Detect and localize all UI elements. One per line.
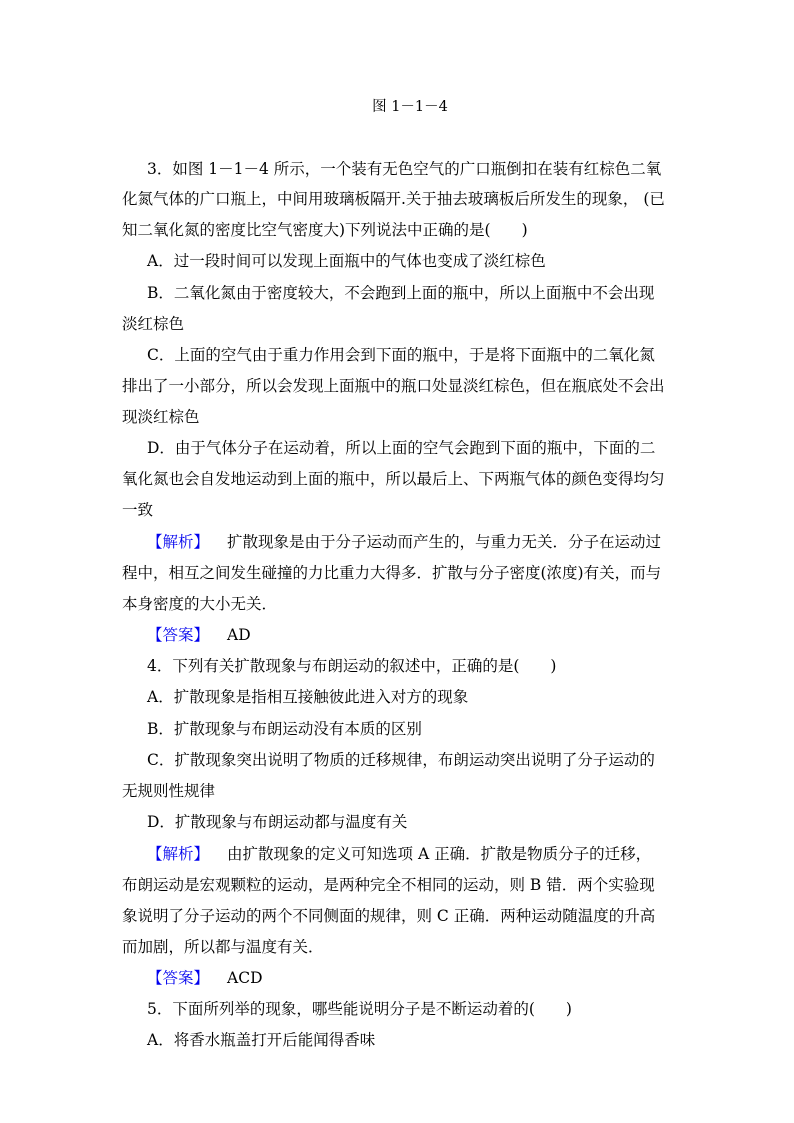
q3-stem-line-2: 化氮气体的广口瓶上，中间用玻璃板隔开.关于抽去玻璃板后所发生的现象， (已 xyxy=(122,190,665,208)
q3-option-c-line-1: C．上面的空气由于重力作用会到下面的瓶中，于是将下面瓶中的二氧化氮 xyxy=(147,346,655,364)
q3-option-a: A．过一段时间可以发现上面瓶中的气体也变成了淡红棕色 xyxy=(147,252,546,270)
q3-stem-line-1: 3．如图 1－1－4 所示，一个装有无色空气的广口瓶倒扣在装有红棕色二氧 xyxy=(147,160,662,178)
q3-option-b-line-2: 淡红棕色 xyxy=(122,315,185,333)
q4-option-c-line-2: 无规则性规律 xyxy=(122,782,216,800)
q4-answer-line xyxy=(0,964,794,992)
q3-analysis-line-3: 本身密度的大小无关． xyxy=(122,595,278,613)
q4-option-d: D．扩散现象与布朗运动都与温度有关 xyxy=(147,813,408,831)
q3-analysis-line-1 xyxy=(0,528,794,556)
q4-option-b: B．扩散现象与布朗运动没有本质的区别 xyxy=(147,720,422,738)
q4-analysis-line-4: 而加剧，所以都与温度有关． xyxy=(122,938,324,956)
q4-analysis-line-1 xyxy=(0,840,794,868)
q4-stem: 4．下列有关扩散现象与布朗运动的叙述中，正确的是( ) xyxy=(147,657,557,675)
q3-option-c-line-3: 现淡红棕色 xyxy=(122,408,200,426)
q4-option-c-line-1: C．扩散现象突出说明了物质的迁移规律，布朗运动突出说明了分子运动的 xyxy=(147,751,655,769)
q4-analysis-line-3: 象说明了分子运动的两个不同侧面的规律，则 C 正确．两种运动随温度的升高 xyxy=(122,907,656,925)
q3-analysis-text: 扩散现象是由于分子运动而产生的，与重力无关．分子在运动过 xyxy=(227,533,662,551)
q3-option-b-line-1: B．二氧化氮由于密度较大，不会跑到上面的瓶中，所以上面瓶中不会出现 xyxy=(147,284,655,302)
q3-option-c-line-2: 排出了一小部分，所以会发现上面瓶中的瓶口处显淡红棕色，但在瓶底处不会出 xyxy=(122,377,665,395)
answer-tag: 【答案】 xyxy=(147,626,210,644)
q5-option-a: A．将香水瓶盖打开后能闻得香味 xyxy=(147,1031,376,1049)
q3-analysis-line-2: 程中，相互之间发生碰撞的力比重力大得多．扩散与分子密度(浓度)有关，而与 xyxy=(122,564,662,582)
q4-answer: ACD xyxy=(227,969,263,987)
q3-option-d-line-2: 氧化氮也会自发地运动到上面的瓶中，所以最后上、下两瓶气体的颜色变得均匀 xyxy=(122,470,665,488)
q3-answer: AD xyxy=(227,626,251,644)
figure-caption: 图 1－1－4 xyxy=(372,99,448,115)
q3-answer-line xyxy=(0,621,794,649)
q5-stem: 5．下面所列举的现象，哪些能说明分子是不断运动着的( ) xyxy=(147,1000,572,1018)
q4-option-a: A．扩散现象是指相互接触彼此进入对方的现象 xyxy=(147,688,469,706)
q4-analysis-text: 由扩散现象的定义可知选项 A 正确．扩散是物质分子的迁移， xyxy=(227,845,652,863)
analysis-tag: 【解析】 xyxy=(147,533,210,551)
analysis-tag: 【解析】 xyxy=(147,845,210,863)
q3-option-d-line-1: D．由于气体分子在运动着，所以上面的空气会跑到下面的瓶中，下面的二 xyxy=(147,439,656,457)
answer-tag: 【答案】 xyxy=(147,969,210,987)
q4-analysis-line-2: 布朗运动是宏观颗粒的运动，是两种完全不相同的运动，则 B 错．两个实验现 xyxy=(122,876,655,894)
q3-stem-line-3: 知二氧化氮的密度比空气密度大)下列说法中正确的是( ) xyxy=(122,221,528,239)
q3-option-d-line-3: 一致 xyxy=(122,501,154,519)
